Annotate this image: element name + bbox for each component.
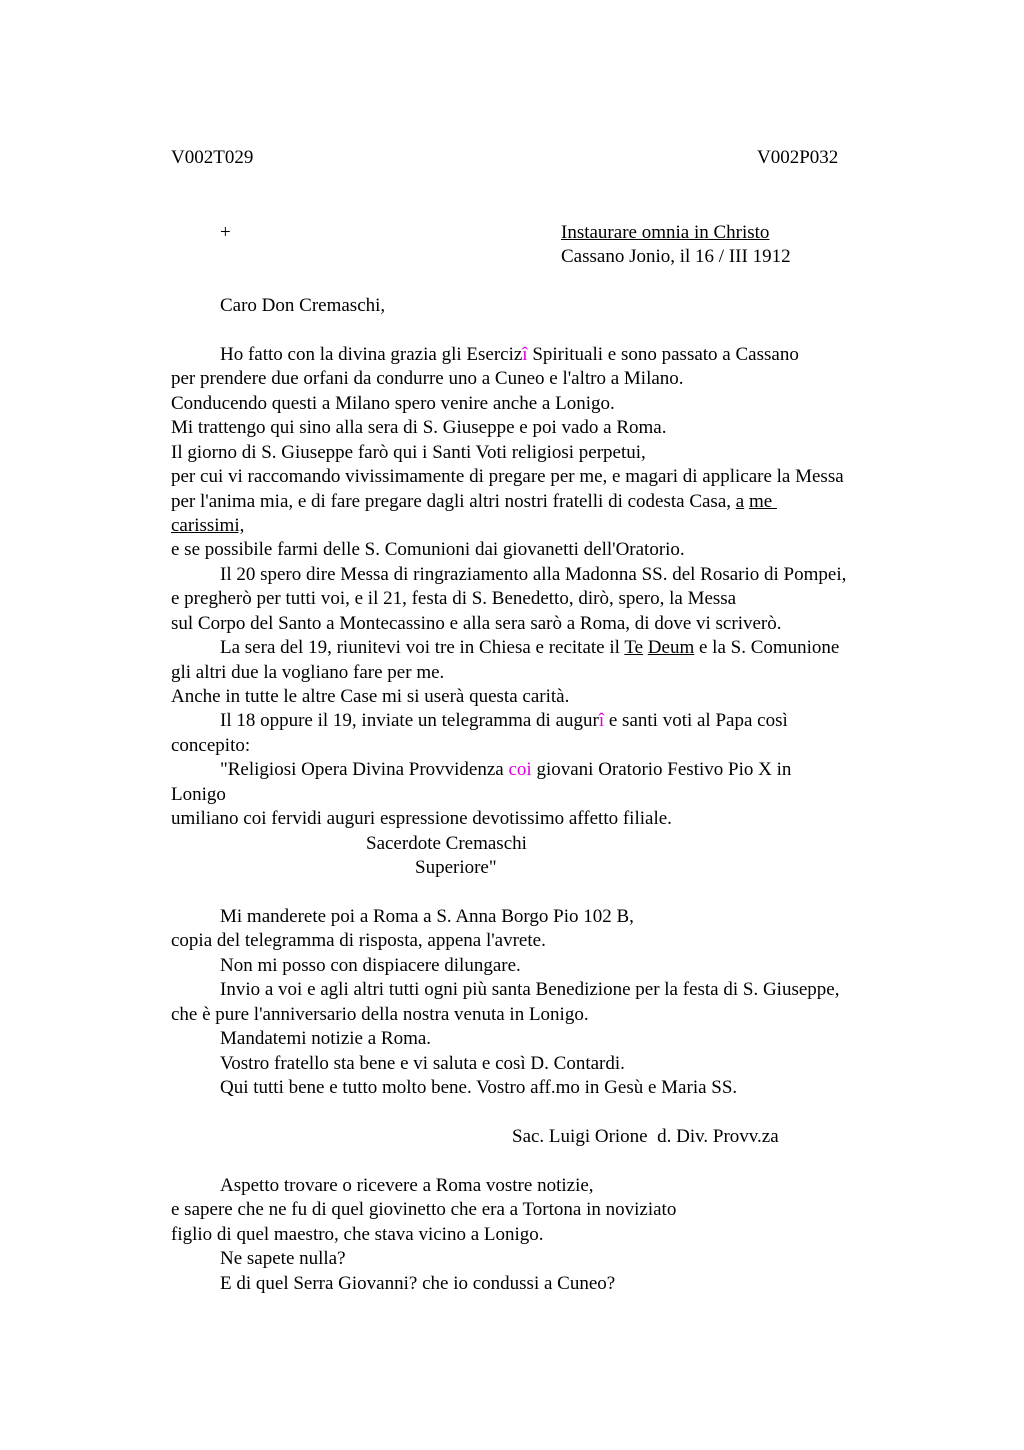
- letter-line: Anche in tutte le altre Case mi si userà questa carità.: [171, 686, 570, 707]
- letter-line: per prendere due orfani da condurre uno a Cuneo e l'altro a Milano.: [171, 368, 684, 389]
- letter-line: sul Corpo del Santo a Montecassino e alla sera sarò a Roma, di dove vi scriverò.: [171, 613, 782, 634]
- letter-line: per l'anima mia, e di fare pregare dagli altri nostri fratelli di codesta Casa, a me: [171, 491, 777, 512]
- postscript-line: figlio di quel maestro, che stava vicino a Lonigo.: [171, 1224, 544, 1245]
- letter-line: Invio a voi e agli altri tutti ogni più santa Benedizione per la festa di S. Giuseppe,: [220, 979, 840, 1000]
- letter-line: La sera del 19, riunitevi voi tre in Chiesa e recitate il Te Deum e la S. Comunione: [220, 637, 840, 658]
- postscript-line: Aspetto trovare o ricevere a Roma vostre notizie,: [220, 1175, 594, 1196]
- telegram-line: "Religiosi Opera Divina Provvidenza coi giovani Oratorio Festivo Pio X in: [220, 759, 792, 780]
- postscript-line: e sapere che ne fu di quel giovinetto che era a Tortona in noviziato: [171, 1199, 677, 1220]
- telegram-line: Lonigo: [171, 784, 226, 805]
- letter-line: carissimi,: [171, 515, 245, 536]
- letter-line: Mi manderete poi a Roma a S. Anna Borgo Pio 102 B,: [220, 906, 634, 927]
- document-code-right: V002P032: [757, 147, 839, 168]
- letter-line: copia del telegramma di risposta, appena l'avrete.: [171, 930, 546, 951]
- signature: Sac. Luigi Orione d. Div. Provv.za: [512, 1126, 779, 1147]
- letter-line: e se possibile farmi delle S. Comunioni dai giovanetti dell'Oratorio.: [171, 539, 685, 560]
- letter-line: Mi trattengo qui sino alla sera di S. Giuseppe e poi vado a Roma.: [171, 417, 667, 438]
- postscript-line: Ne sapete nulla?: [220, 1248, 346, 1269]
- motto: Instaurare omnia in Christo: [561, 222, 770, 243]
- salutation: Caro Don Cremaschi,: [220, 295, 386, 316]
- letter-line: Non mi posso con dispiacere dilungare.: [220, 955, 521, 976]
- letter-line: per cui vi raccomando vivissimamente di pregare per me, e magari di applicare la Messa: [171, 466, 844, 487]
- letter-line: Conducendo questi a Milano spero venire anche a Lonigo.: [171, 393, 615, 414]
- highlighted-word: coi: [508, 759, 532, 780]
- letter-line: che è pure l'anniversario della nostra venuta in Lonigo.: [171, 1004, 589, 1025]
- cross-mark: +: [220, 222, 231, 243]
- letter-line: Ho fatto con la divina grazia gli Esercizî Spirituali e sono passato a Cassano: [220, 344, 799, 365]
- highlighted-char: î: [598, 710, 605, 731]
- telegram-signer-title: Superiore": [415, 857, 497, 878]
- letter-line: Vostro fratello sta bene e vi saluta e così D. Contardi.: [220, 1053, 625, 1074]
- letter-line: Il 18 oppure il 19, inviate un telegramma di augurî e santi voti al Papa così: [220, 710, 788, 731]
- telegram-line: umiliano coi fervidi auguri espressione devotissimo affetto filiale.: [171, 808, 672, 829]
- letter-line: Il 20 spero dire Messa di ringraziamento alla Madonna SS. del Rosario di Pompei,: [220, 564, 847, 585]
- letter-line: Il giorno di S. Giuseppe farò qui i Santi Voti religiosi perpetui,: [171, 442, 646, 463]
- postscript-line: E di quel Serra Giovanni? che io condussi a Cuneo?: [220, 1273, 616, 1294]
- letter-line: Qui tutti bene e tutto molto bene. Vostro aff.mo in Gesù e Maria SS.: [220, 1077, 738, 1098]
- highlighted-char: î: [522, 344, 528, 365]
- letter-line: e pregherò per tutti voi, e il 21, festa di S. Benedetto, dirò, spero, la Messa: [171, 588, 737, 609]
- letter-line: Mandatemi notizie a Roma.: [220, 1028, 432, 1049]
- telegram-signer: Sacerdote Cremaschi: [366, 833, 527, 854]
- letter-line: gli altri due la vogliano fare per me.: [171, 662, 445, 683]
- letter-line: concepito:: [171, 735, 251, 756]
- place-date: Cassano Jonio, il 16 / III 1912: [561, 246, 791, 267]
- document-code-left: V002T029: [171, 147, 254, 168]
